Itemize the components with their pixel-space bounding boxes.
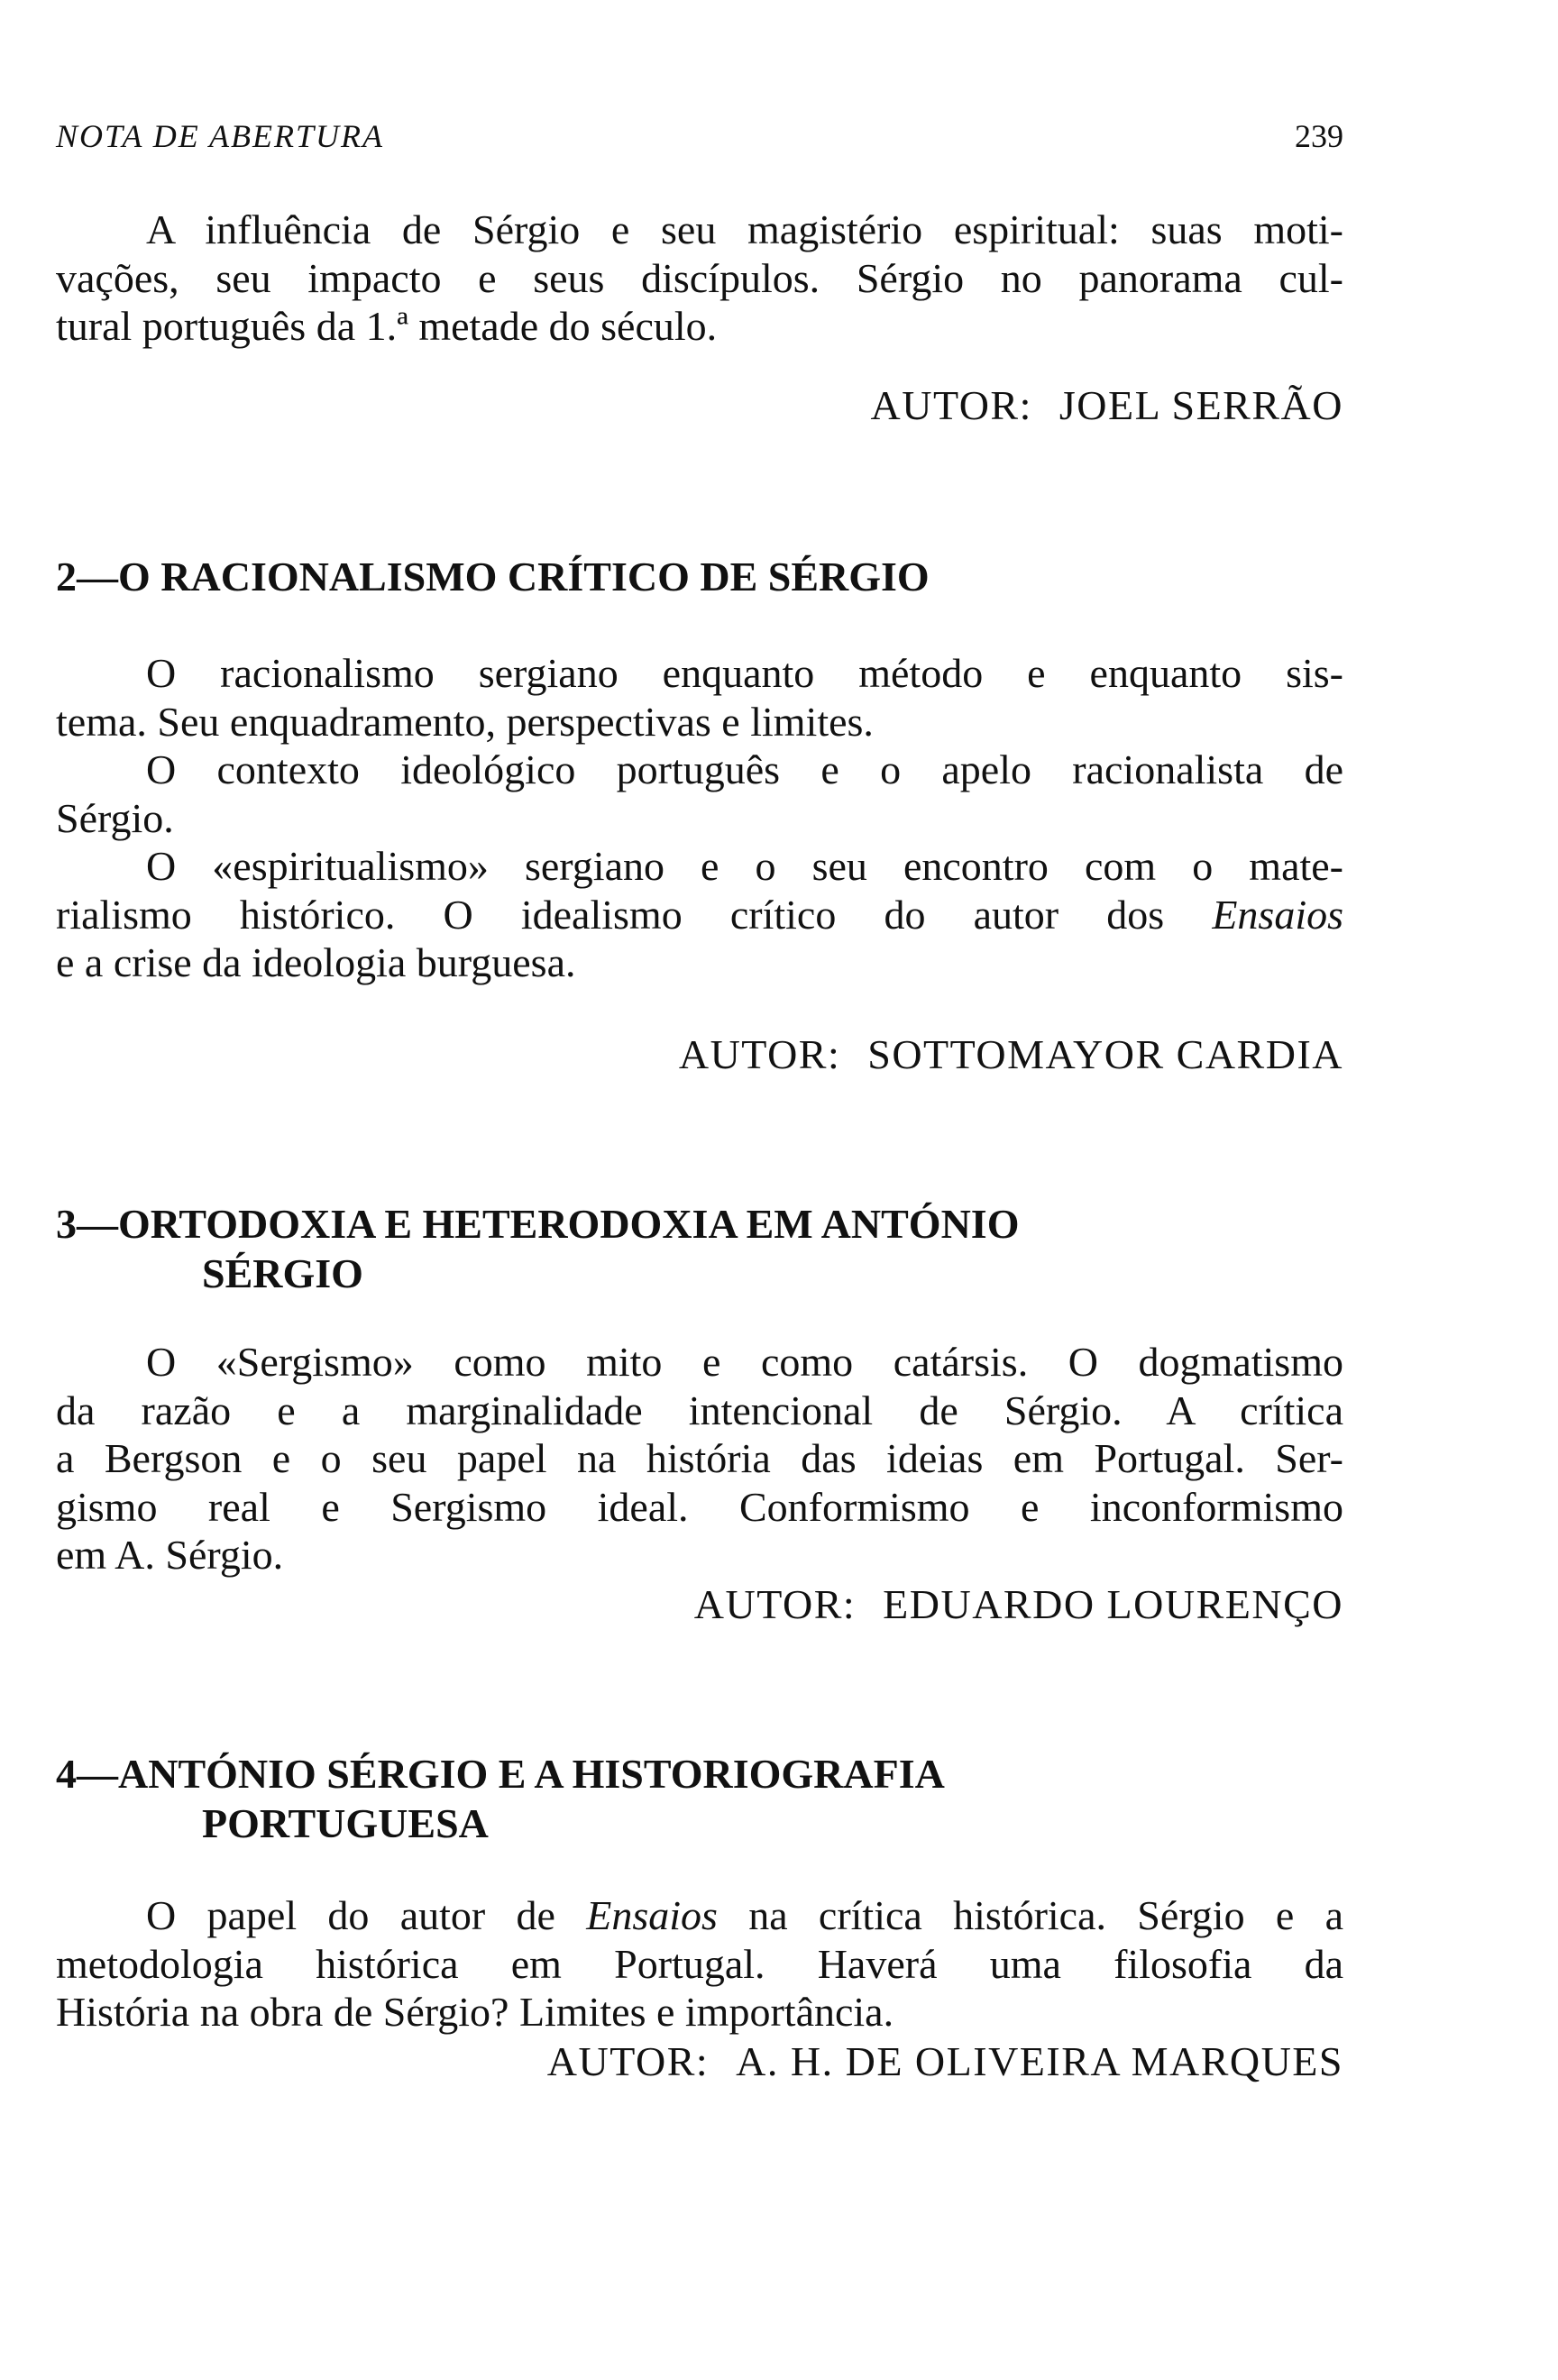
- intro-paragraph: [56, 206, 1343, 351]
- text-line: Sérgio.: [56, 794, 174, 841]
- running-header: [56, 114, 1343, 159]
- author-name: SOTTOMAYOR CARDIA: [867, 1031, 1343, 1077]
- author-label: AUTOR:: [693, 1581, 857, 1627]
- text-line: em A. Sérgio.: [56, 1532, 284, 1578]
- section-heading: [56, 552, 1363, 601]
- text-line: A influência de Sérgio e seu magistério espiritual: suas moti-: [146, 206, 1343, 252]
- text-line: O «espiritualismo» sergiano e o seu encontro com o mate-: [146, 843, 1343, 889]
- running-title: NOTA DE ABERTURA: [56, 118, 384, 154]
- text-line: gismo real e Sergismo ideal. Conformismo e inconformismo: [56, 1483, 1343, 1530]
- text-line: da razão e a marginalidade intencional de Sérgio. A crítica: [56, 1387, 1343, 1433]
- text-line: tural português da 1.ª metade do século.: [56, 303, 718, 349]
- text-fragment: rialismo histórico. O idealismo crítico do autor dos: [56, 891, 1213, 938]
- text-fragment: O papel do autor de: [146, 1892, 587, 1938]
- text-line: metodologia histórica em Portugal. Haverá uma filosofia da: [56, 1940, 1343, 1987]
- author-label: AUTOR:: [678, 1031, 841, 1077]
- author-label: AUTOR:: [546, 2038, 710, 2084]
- section-heading: [56, 1199, 1363, 1298]
- section3-paragraph: [56, 1338, 1343, 1579]
- text-line: História na obra de Sérgio? Limites e importância.: [56, 1989, 894, 2035]
- heading-line: PORTUGUESA: [202, 1800, 489, 1846]
- heading-line: 4—ANTÓNIO SÉRGIO E A HISTORIOGRAFIA: [56, 1751, 945, 1797]
- section4-paragraph: [56, 1891, 1343, 2037]
- author-label: AUTOR:: [870, 382, 1032, 428]
- section2-paragraph-1: [56, 649, 1343, 746]
- text-fragment: na crítica histórica. Sérgio e a: [717, 1892, 1343, 1938]
- author-name: A. H. DE OLIVEIRA MARQUES: [736, 2038, 1343, 2084]
- text-line: vações, seu impacto e seus discípulos. Sérgio no panorama cul-: [56, 254, 1343, 301]
- text-line: O contexto ideológico português e o apelo racionalista de: [146, 746, 1343, 792]
- italic-title: Ensaios: [586, 1892, 718, 1938]
- author-name: EDUARDO LOURENÇO: [883, 1581, 1343, 1627]
- author-credit: [679, 1030, 1343, 1079]
- text-line: [56, 1891, 1343, 1940]
- heading-line: SÉRGIO: [202, 1250, 363, 1296]
- author-credit: [547, 2037, 1343, 2086]
- text-line: O «Sergismo» como mito e como catársis. O dogmatismo: [146, 1339, 1343, 1385]
- section-heading: [56, 1749, 1363, 1848]
- heading-line: 3—ORTODOXIA E HETERODOXIA EM ANTÓNIO: [56, 1201, 1020, 1247]
- section2-paragraph-2: [56, 746, 1343, 842]
- heading-line: 2—O RACIONALISMO CRÍTICO DE SÉRGIO: [56, 554, 930, 600]
- text-line: tema. Seu enquadramento, perspectivas e limites.: [56, 698, 874, 745]
- author-credit: [694, 1580, 1343, 1629]
- text-line: [56, 891, 1343, 939]
- author-credit: [871, 381, 1344, 430]
- text-line: O racionalismo sergiano enquanto método e enquanto sis-: [146, 650, 1343, 696]
- text-line: e a crise da ideologia burguesa.: [56, 939, 576, 985]
- page-number: 239: [1295, 118, 1343, 154]
- author-name: JOEL SERRÃO: [1059, 382, 1343, 428]
- text-line: a Bergson e o seu papel na história das ideias em Portugal. Ser-: [56, 1435, 1343, 1481]
- section2-paragraph-3: [56, 842, 1343, 987]
- italic-title: Ensaios: [1212, 891, 1343, 938]
